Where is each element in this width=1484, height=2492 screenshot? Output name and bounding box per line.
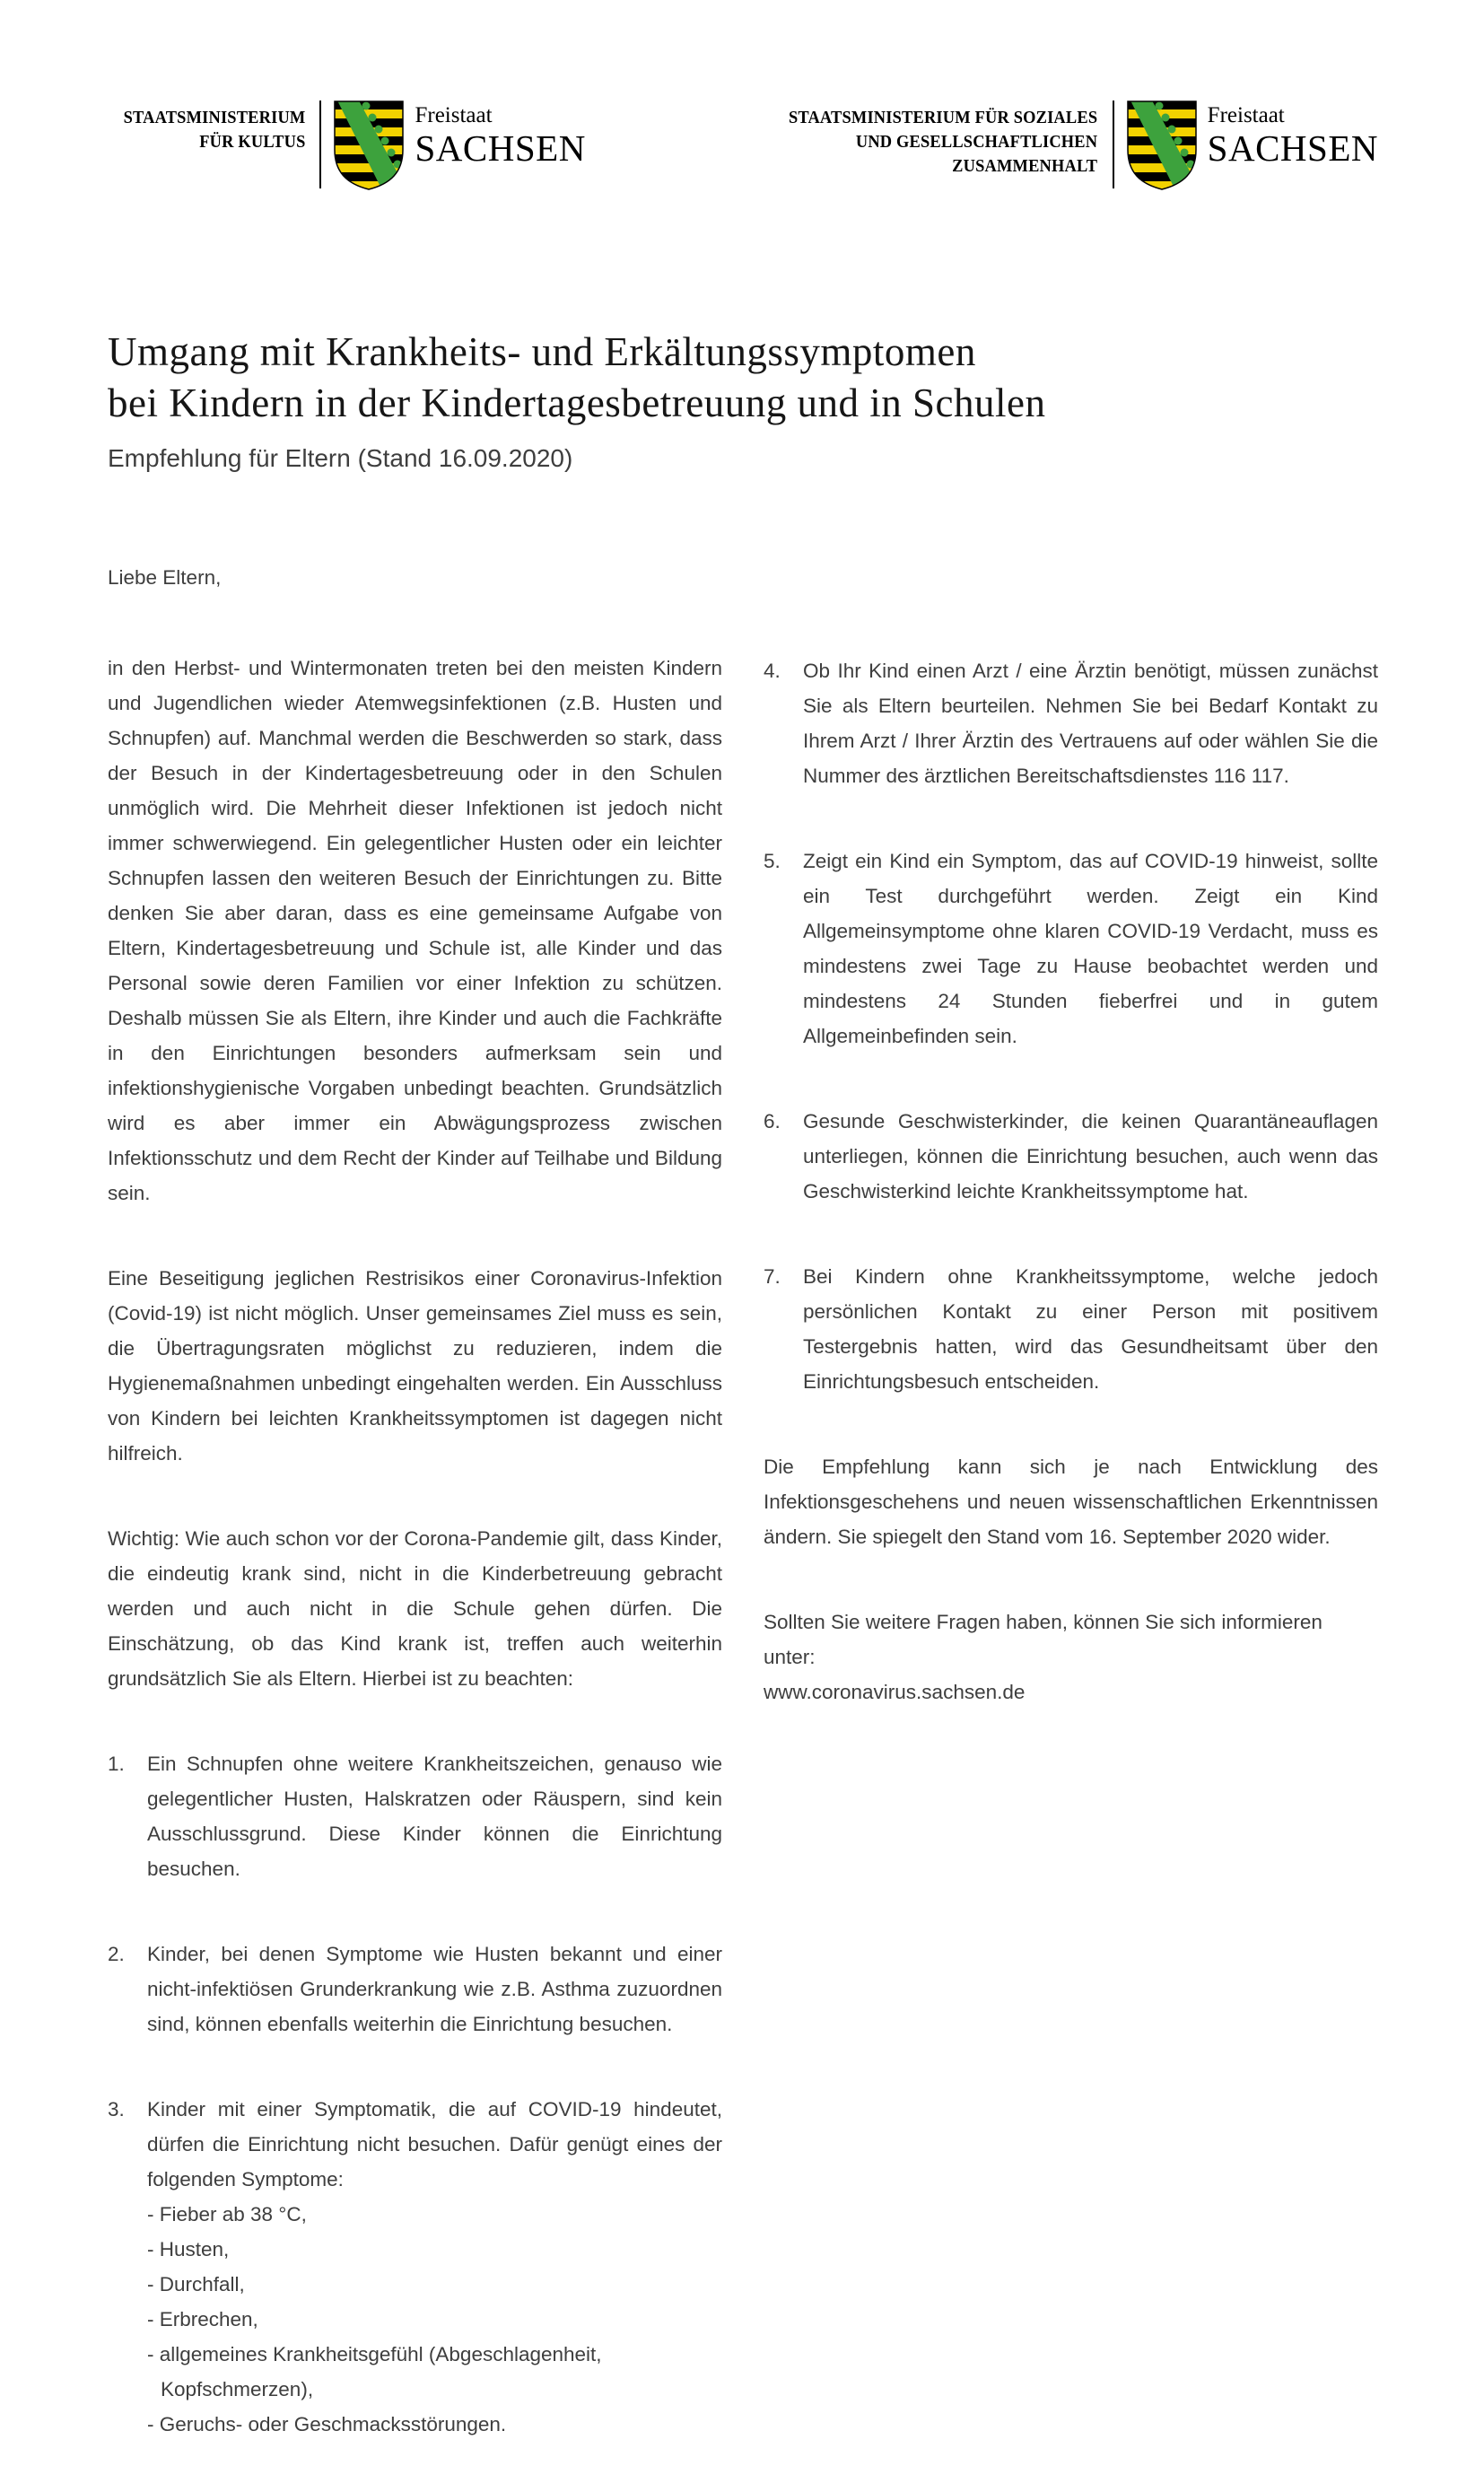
freistaat-sachsen-wordmark [415,101,585,167]
title-block [108,327,1378,474]
closing-block [764,1449,1378,1709]
paragraph: in den Herbst- und Wintermonaten treten bei den meisten Kindern und Jugendlichen wieder Atemwegsinfektionen (z.B. Husten und Schnupfen) auf. Manchmal werden die Beschwerden so stark, dass der Besuch in der Kindertagesbetreuung oder in den Schulen unmöglich wird. Die Mehrheit dieser Infektionen ist jedoch nicht immer schwerwiegend. Ein gelegentlicher Husten oder ein leichter Schnupfen lassen den weiteren Besuch der Einrichtungen zu. Bitte denken Sie aber daran, dass es eine gemeinsame Aufgabe von Eltern, Kindertagesbetreuung und Schule ist, alle Kinder und das Personal sowie deren Familien vor einer Infektion zu schützen. Deshalb müssen Sie als Eltern, ihre Kinder und auch die Fachkräfte in den Einrichtungen besonders aufmerksam sein und infektionshygienische Vorgaben unbedingt beachten. Grundsätzlich wird es aber immer ein Abwägungsprozess zwischen Infektionsschutz und dem Recht der Kinder auf Teilhabe und Bildung sein. [108,657,722,1204]
document-body [108,560,1378,2492]
list-item-5 [764,844,1378,1054]
list-number: 5. [764,850,781,872]
info-line: Sollten Sie weitere Fragen haben, können Sie sich informieren unter: [764,1611,1323,1668]
paragraph: Die Empfehlung kann sich je nach Entwicklung des Infektionsgeschehens und neuen wissenschaftlichen Erkenntnissen ändern. Sie spiegelt den Stand vom 16. September 2020 wider. [764,1456,1378,1548]
list-number: 7. [764,1265,781,1288]
symptom-item: - Erbrechen, [147,2308,258,2330]
left-column [108,560,722,2492]
title-line-2: bei Kindern in der Kindertagesbetreuung und in Schulen [108,380,1046,425]
ministry-name-line: ZUSAMMENHALT [952,156,1098,176]
list-number: 1. [108,1753,125,1775]
symptom-item: - Fieber ab 38 °C, [147,2203,307,2225]
list-item-1 [108,1746,722,1886]
wordmark-sachsen: SACHSEN [415,127,586,169]
paragraph: Eine Beseitigung jeglichen Restrisikos einer Coronavirus-Infektion (Covid-19) ist nicht möglich. Unser gemeinsames Ziel muss es sein, die Übertragungsraten möglichst zu reduzieren, indem die Hygienemaßnahmen unbedingt eingehalten werden. Ein Ausschluss von Kindern bei leichten Krankheitssymptomen ist dagegen nicht hilfreich. [108,1267,722,1465]
ministry-name-line: STAATSMINISTERIUM FÜR SOZIALES [789,108,1098,127]
ministry-name-line: STAATSMINISTERIUM [123,108,306,127]
list-number: 6. [764,1110,781,1132]
ministry-soziales-logo [762,101,1378,190]
symptom-item: - Geruchs- oder Geschmacksstörungen. [147,2413,507,2435]
symptom-item: - allgemeines Krankheitsgefühl (Abgeschlagenheit, Kopfschmerzen), [147,2343,602,2400]
wordmark-sachsen: SACHSEN [1207,127,1378,169]
saxony-coat-of-arms-icon [334,101,404,190]
list-number: 2. [108,1943,125,1965]
list-text: Kinder, bei denen Symptome wie Husten bekannt und einer nicht-infektiösen Grunderkrankung wie z.B. Asthma zuzuordnen sind, können ebenfalls weiterhin die Einrichtung besuchen. [147,1943,722,2035]
list-text [147,2092,722,2442]
list-item-3 [108,2092,722,2442]
logo-divider [319,101,321,188]
list-text: Ein Schnupfen ohne weitere Krankheitszeichen, genauso wie gelegentlicher Husten, Halskratzen oder Räuspern, sind kein Ausschlussgrund. Diese Kinder können die Einrichtung besuchen. [147,1753,722,1880]
title-line-1: Umgang mit Krankheits- und Erkältungssymptomen [108,329,976,374]
page-subtitle: Empfehlung für Eltern (Stand 16.09.2020) [108,444,573,472]
list-number: 4. [764,660,781,682]
logo-divider [1113,101,1114,188]
right-column [764,560,1378,2492]
coronavirus-sachsen-link[interactable]: www.coronavirus.sachsen.de [764,1681,1026,1703]
wordmark-freistaat: Freistaat [415,103,493,127]
list-text: Zeigt ein Kind ein Symptom, das auf COVID-19 hinweist, sollte ein Test durchgeführt werden. Zeigt ein Kind Allgemeinsymptome ohne klaren COVID-19 Verdacht, muss es mindestens zwei Tage zu Hause beobachtet werden und mindestens 24 Stunden fieberfrei und in gutem Allgemeinbefinden sein. [803,850,1378,1047]
symptom-list [147,2197,722,2442]
ministry-kultus-name [124,101,306,154]
list-item-7 [764,1259,1378,1399]
page-header [108,101,1378,190]
ministry-name-line: UND GESELLSCHAFTLICHEN [856,132,1098,152]
saxony-coat-of-arms-icon [1127,101,1197,190]
symptom-item: - Durchfall, [147,2273,245,2295]
freistaat-sachsen-wordmark [1208,101,1378,167]
list-text-intro: Kinder mit einer Symptomatik, die auf COVID-19 hindeutet, dürfen die Einrichtung nicht besuchen. Dafür genügt eines der folgenden Symptome: [147,2098,722,2190]
wordmark-freistaat: Freistaat [1207,103,1285,127]
list-item-6 [764,1104,1378,1209]
list-item-4 [764,653,1378,793]
page-title [108,327,1378,429]
salutation: Liebe Eltern, [108,566,222,589]
ministry-soziales-name [789,101,1097,179]
ministry-name-line: FÜR KULTUS [199,132,306,152]
list-text: Ob Ihr Kind einen Arzt / eine Ärztin benötigt, müssen zunächst Sie als Eltern beurteilen. Nehmen Sie bei Bedarf Kontakt zu Ihrem Arzt / Ihrer Ärztin des Vertrauens auf oder wählen Sie die Nummer des ärztlichen Bereitschaftsdienstes 116 117. [803,660,1378,787]
list-number: 3. [108,2098,125,2120]
symptom-item: - Husten, [147,2238,230,2260]
list-text: Bei Kindern ohne Krankheitssymptome, welche jedoch persönlichen Kontakt zu einer Person mit positivem Testergebnis hatten, wird das Gesundheitsamt über den Einrichtungsbesuch entscheiden. [803,1265,1378,1393]
list-text: Gesunde Geschwisterkinder, die keinen Quarantäneauflagen unterliegen, können die Einrichtung besuchen, auch wenn das Geschwisterkind leichte Krankheitssymptome hat. [803,1110,1378,1202]
list-item-2 [108,1937,722,2042]
paragraph: Wichtig: Wie auch schon vor der Corona-Pandemie gilt, dass Kinder, die eindeutig krank sind, nicht in die Kinderbetreuung gebracht werden und auch nicht in die Schule gehen dürfen. Die Einschätzung, ob das Kind krank ist, treffen auch weiterhin grundsätzlich Sie als Eltern. Hierbei ist zu beachten: [108,1527,722,1690]
ministry-kultus-logo [108,101,586,190]
